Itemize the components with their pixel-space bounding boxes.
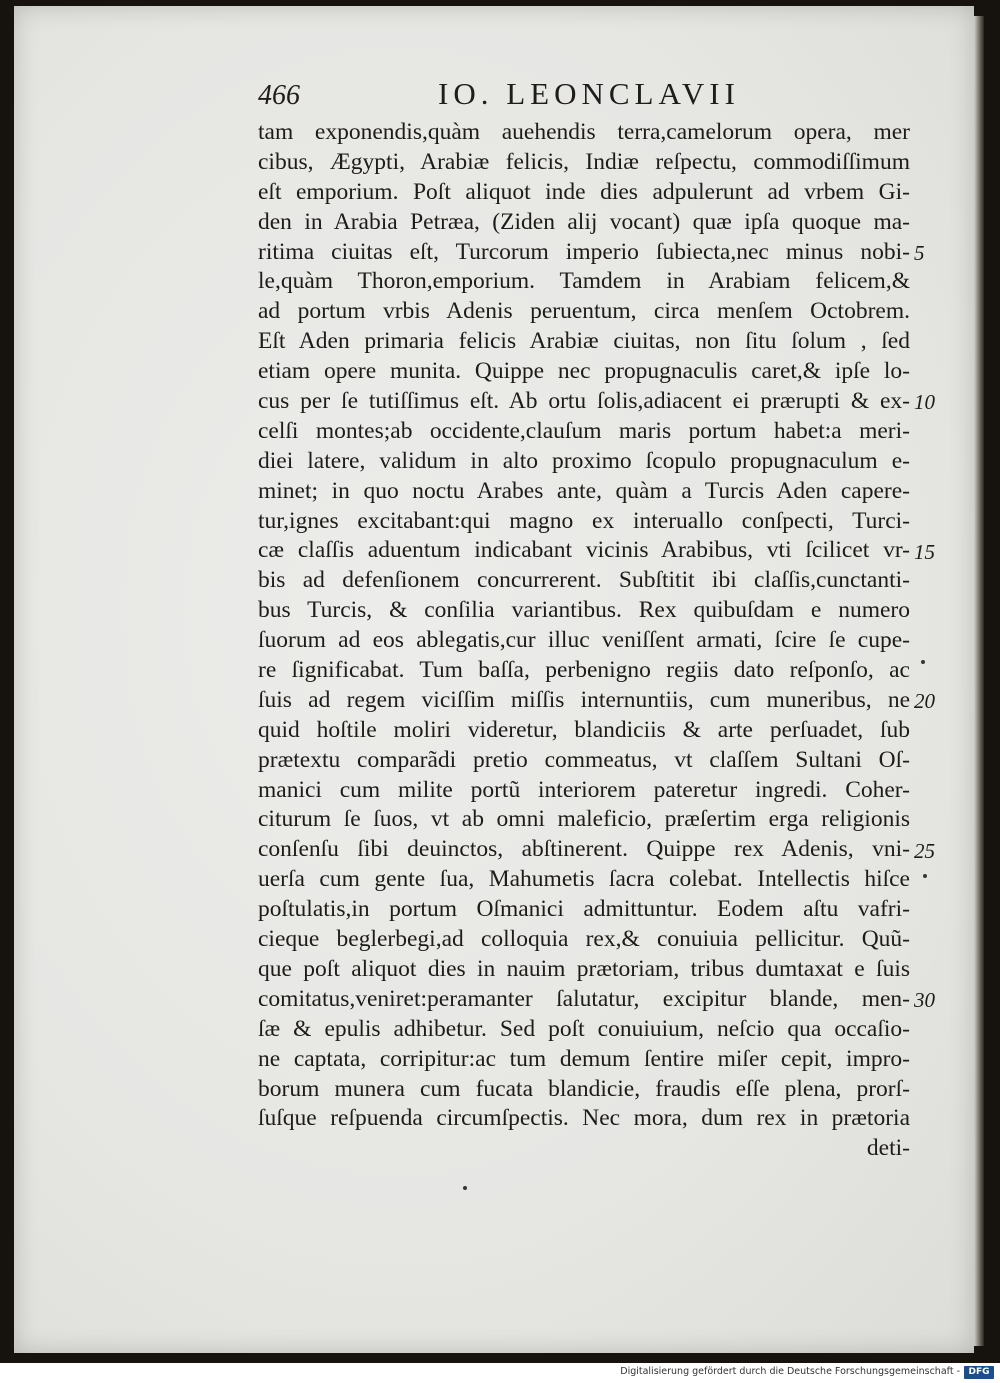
text-line: conſenſu ſibi deuinctos, abſtinerent. Quippe rex Adenis, vni- [258, 836, 910, 863]
text-line: poſtulatis,in portum Oſmanici admittuntur. Eodem aſtu vafri- [258, 896, 910, 923]
margin-number: 10 [914, 390, 935, 415]
margin-number: 15 [914, 539, 935, 564]
text-line: ſuorum ad eos ablegatis,cur illuc veniſſent armati, ſcire ſe cupe- [258, 627, 910, 654]
text-line: cieque beglerbegi,ad colloquia rex,& conuiuia pellicitur. Quũ- [258, 926, 910, 953]
text-line: etiam opere munita. Quippe nec propugnaculis caret,& ipſe lo- [258, 358, 910, 385]
page-number: 466 [258, 80, 300, 111]
text-line: le,quàm Thoron,emporium. Tamdem in Arabiam felicem,& [258, 268, 910, 295]
text-line: diei latere, validum in alto proximo ſcopulo propugnaculum e- [258, 447, 910, 474]
text-line: comitatus,veniret:peramanter ſalutatur, excipitur blande, men- [258, 985, 910, 1012]
text-line: uerſa cum gente ſua, Mahumetis ſacra colebat. Intellectis hiſce [258, 866, 910, 893]
ink-speck [921, 660, 925, 664]
text-line: re ſignificabat. Tum baſſa, perbenigno regiis dato reſponſo, ac [258, 657, 910, 684]
margin-number: 20 [914, 689, 935, 714]
text-line: ſuſque reſpuenda circumſpectis. Nec mora, dum rex in prætoria [258, 1105, 910, 1132]
text-line: Eſt Aden primaria felicis Arabiæ ciuitas, non ſitu ſolum , ſed [258, 328, 910, 355]
margin-number: 5 [914, 240, 925, 265]
page-header [258, 76, 898, 116]
funding-credit: Digitalisierung gefördert durch die Deutsche Forschungsgemeinschaft - [620, 1366, 960, 1377]
dfg-logo: DFG [964, 1366, 994, 1379]
catchword: deti- [866, 1135, 910, 1162]
text-line: cus per ſe tutiſſimus eſt. Ab ortu ſolis,adiacent ei prærupti & ex- [258, 388, 910, 415]
text-line: tam exponendis,quàm auehendis terra,camelorum opera, mer [258, 119, 910, 145]
text-line: ad portum vrbis Adenis peruentum, circa menſem Octobrem. [258, 298, 910, 325]
text-line: citurum ſe ſuos, vt ab omni maleficio, præſertim erga religionis [258, 806, 910, 833]
text-line: den in Arabia Petræa, (Ziden alij vocant) quæ ipſa quoque ma- [258, 208, 910, 235]
text-line: ritima ciuitas eſt, Turcorum imperio ſubiecta,nec minus nobi- [258, 238, 910, 265]
running-title: IO. LEONCLAVII [438, 76, 740, 111]
text-line: tur,ignes excitabant:qui magno ex interuallo conſpecti, Turci- [258, 507, 910, 534]
ink-speck [923, 874, 927, 878]
text-line: que poſt aliquot dies in nauim prætoriam, tribus dumtaxat e ſuis [258, 955, 910, 982]
text-line: borum munera cum fucata blandicie, fraudis eſſe plena, prorſ- [258, 1075, 910, 1102]
text-line: bus Turcis, & conſilia variantibus. Rex quibuſdam e numero [258, 597, 910, 624]
text-line: ne captata, corripitur:ac tum demum ſentire miſer cepit, impro- [258, 1045, 910, 1072]
text-line: minet; in quo noctu Arabes ante, quàm a Turcis Aden capere- [258, 477, 910, 504]
margin-number: 30 [914, 988, 935, 1013]
text-line: eſt emporium. Poſt aliquot inde dies adpulerunt ad vrbem Gi- [258, 178, 910, 205]
text-line: cæ claſſis aduentum indicabant vicinis Arabibus, vti ſcilicet vr- [258, 537, 910, 564]
text-line: prætextu comparãdi pretio commeatus, vt claſſem Sultani Oſ- [258, 746, 910, 773]
text-line: ſæ & epulis adhibetur. Sed poſt conuiuium, neſcio qua occaſio- [258, 1015, 910, 1042]
text-line: ſuis ad regem viciſſim miſſis internuntiis, cum muneribus, ne [258, 686, 910, 713]
page-edge [974, 16, 984, 1346]
text-line: quid hoſtile moliri videretur, blandiciis & arte perſuadet, ſub [258, 716, 910, 743]
text-line: bis ad defenſionem concurrerent. Subſtitit ibi claſſis,cunctanti- [258, 567, 910, 594]
footer-bar [0, 1363, 1000, 1383]
text-line: celſi montes;ab occidente,clauſum maris portum habet:a meri- [258, 417, 910, 444]
text-line: manici cum milite portũ interiorem pateretur ingredi. Coher- [258, 776, 910, 803]
ink-speck [463, 1186, 467, 1190]
body-text [258, 118, 910, 1164]
text-line: cibus, Ægypti, Arabiæ felicis, Indiæ reſpectu, commodiſſimum [258, 148, 910, 175]
margin-number: 25 [914, 838, 935, 863]
